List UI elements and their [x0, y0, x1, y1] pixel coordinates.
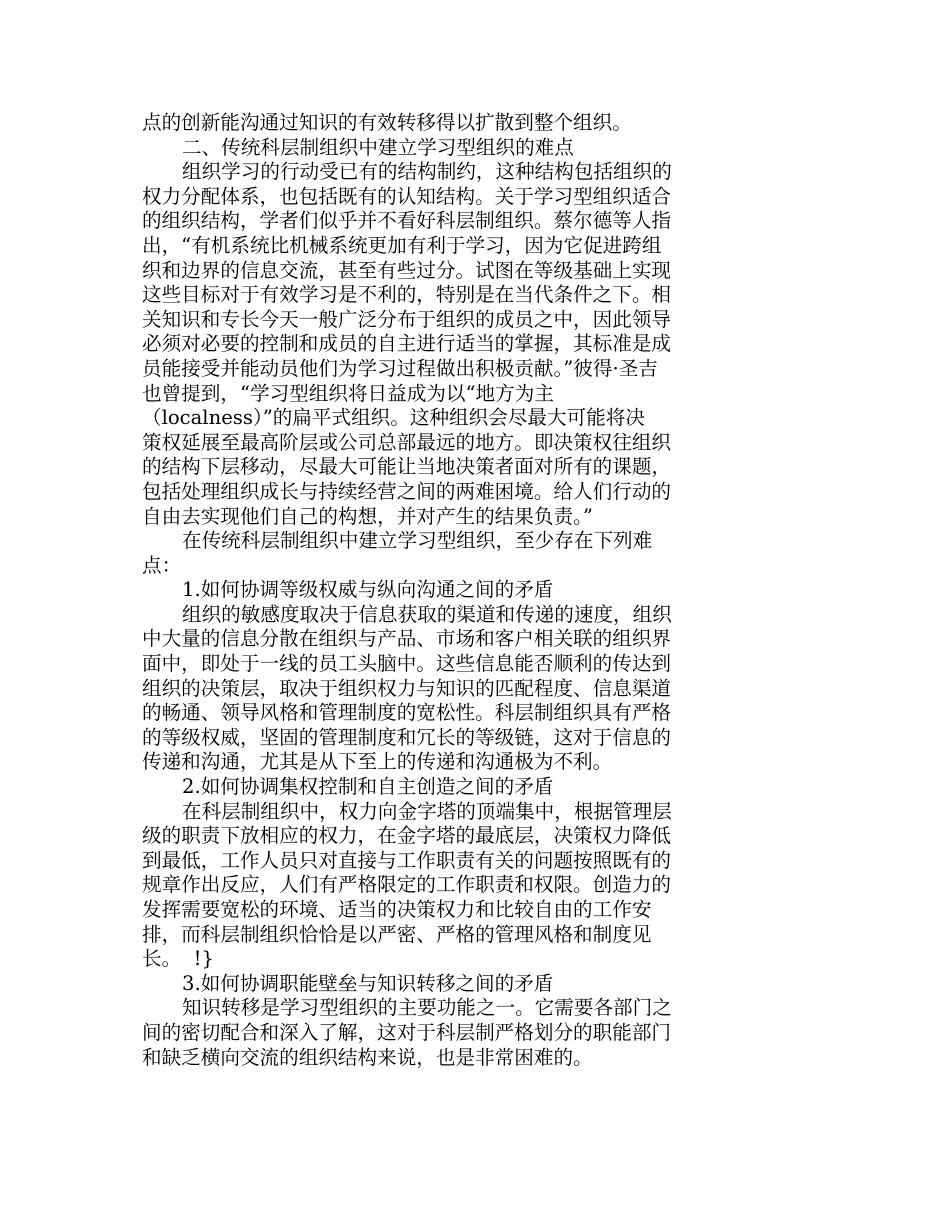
subsection-heading: 3.如何协调职能壁垒与知识转移之间的矛盾 [182, 971, 554, 995]
text-line: 策权延展至最高阶层或公司总部最远的地方。即决策权往组织 [142, 430, 672, 454]
text-line: 到最低，工作人员只对直接与工作职责有关的问题按照既有的 [142, 848, 672, 872]
text-line: 传递和沟通，尤其是从下至上的传递和沟通极为不利。 [142, 750, 613, 774]
text-line: 必须对必要的控制和成员的自主进行适当的掌握，其标准是成 [142, 332, 672, 356]
text-line: 自由去实现他们自己的构想，并对产生的结果负责。” [142, 504, 593, 528]
text-line: 组织学习的行动受已有的结构制约，这种结构包括组织的 [182, 160, 672, 184]
subsection-heading: 2.如何协调集权控制和自主创造之间的矛盾 [182, 775, 554, 799]
text-line: 织和边界的信息交流，甚至有些过分。试图在等级基础上实现 [142, 258, 672, 282]
text-line: （localness）”的扁平式组织。这种组织会尽最大可能将决 [142, 406, 645, 430]
text-line: 的结构下层移动，尽最大可能让当地决策者面对所有的课题， [142, 455, 672, 479]
text-line: 间的密切配合和深入了解，这对于科层制严格划分的职能部门 [142, 1020, 672, 1044]
text-line: 面中，即处于一线的员工头脑中。这些信息能否顺利的传达到 [142, 652, 672, 676]
text-line: 组织的决策层，取决于组织权力与知识的匹配程度、信息渠道 [142, 676, 672, 700]
text-line: 的畅通、领导风格和管理制度的宽松性。科层制组织具有严格 [142, 701, 672, 725]
text-line: 包括处理组织成长与持续经营之间的两难困境。给人们行动的 [142, 479, 672, 503]
text-line: 点： [142, 553, 182, 577]
text-line: 组织的敏感度取决于信息获取的渠道和传递的速度，组织 [182, 602, 672, 626]
text-line: 也曾提到，“学习型组织将日益成为以“地方为主 [142, 381, 554, 405]
text-line: 知识转移是学习型组织的主要功能之一。它需要各部门之 [182, 996, 672, 1020]
text-line: 在传统科层制组织中建立学习型组织，至少存在下列难 [182, 529, 653, 553]
text-line: 发挥需要宽松的环境、适当的决策权力和比较自由的工作安 [142, 898, 652, 921]
text-line: 在科层制组织中，权力向金字塔的顶端集中，根据管理层 [182, 799, 672, 823]
text-line: 的组织结构，学者们似乎并不看好科层制组织。蔡尔德等人指 [142, 209, 672, 233]
text-line: 和缺乏横向交流的组织结构来说，也是非常困难的。 [142, 1045, 593, 1069]
subsection-heading: 1.如何协调等级权威与纵向沟通之间的矛盾 [182, 578, 554, 602]
text-line: 点的创新能沟通过知识的有效转移得以扩散到整个组织。 [142, 111, 632, 134]
text-line: 权力分配体系，也包括既有的认知结构。关于学习型组织适合 [142, 184, 672, 208]
text-line: 排，而科层制组织恰恰是以严密、严格的管理风格和制度见 [142, 922, 652, 946]
document-body [142, 111, 742, 1070]
text-line: 的等级权威，坚固的管理制度和冗长的等级链，这对于信息的 [142, 725, 672, 749]
text-line: 出，“有机系统比机械系统更加有利于学习，因为它促进跨组 [142, 233, 662, 257]
text-line: 中大量的信息分散在组织与产品、市场和客户相关联的组织界 [142, 627, 672, 651]
text-line: 长。 !} [142, 947, 214, 971]
section-heading: 二、传统科层制组织中建立学习型组织的难点 [182, 135, 574, 159]
text-line: 规章作出反应，人们有严格限定的工作职责和权限。创造力的 [142, 873, 672, 897]
text-line: 级的职责下放相应的权力，在金字塔的最底层，决策权力降低 [142, 824, 672, 848]
text-line: 员能接受并能动员他们为学习过程做出积极贡献。”彼得·圣吉 [142, 356, 658, 380]
text-line: 这些目标对于有效学习是不利的，特别是在当代条件之下。相 [142, 283, 672, 307]
text-line: 关知识和专长今天一般广泛分布于组织的成员之中，因此领导 [142, 307, 672, 331]
